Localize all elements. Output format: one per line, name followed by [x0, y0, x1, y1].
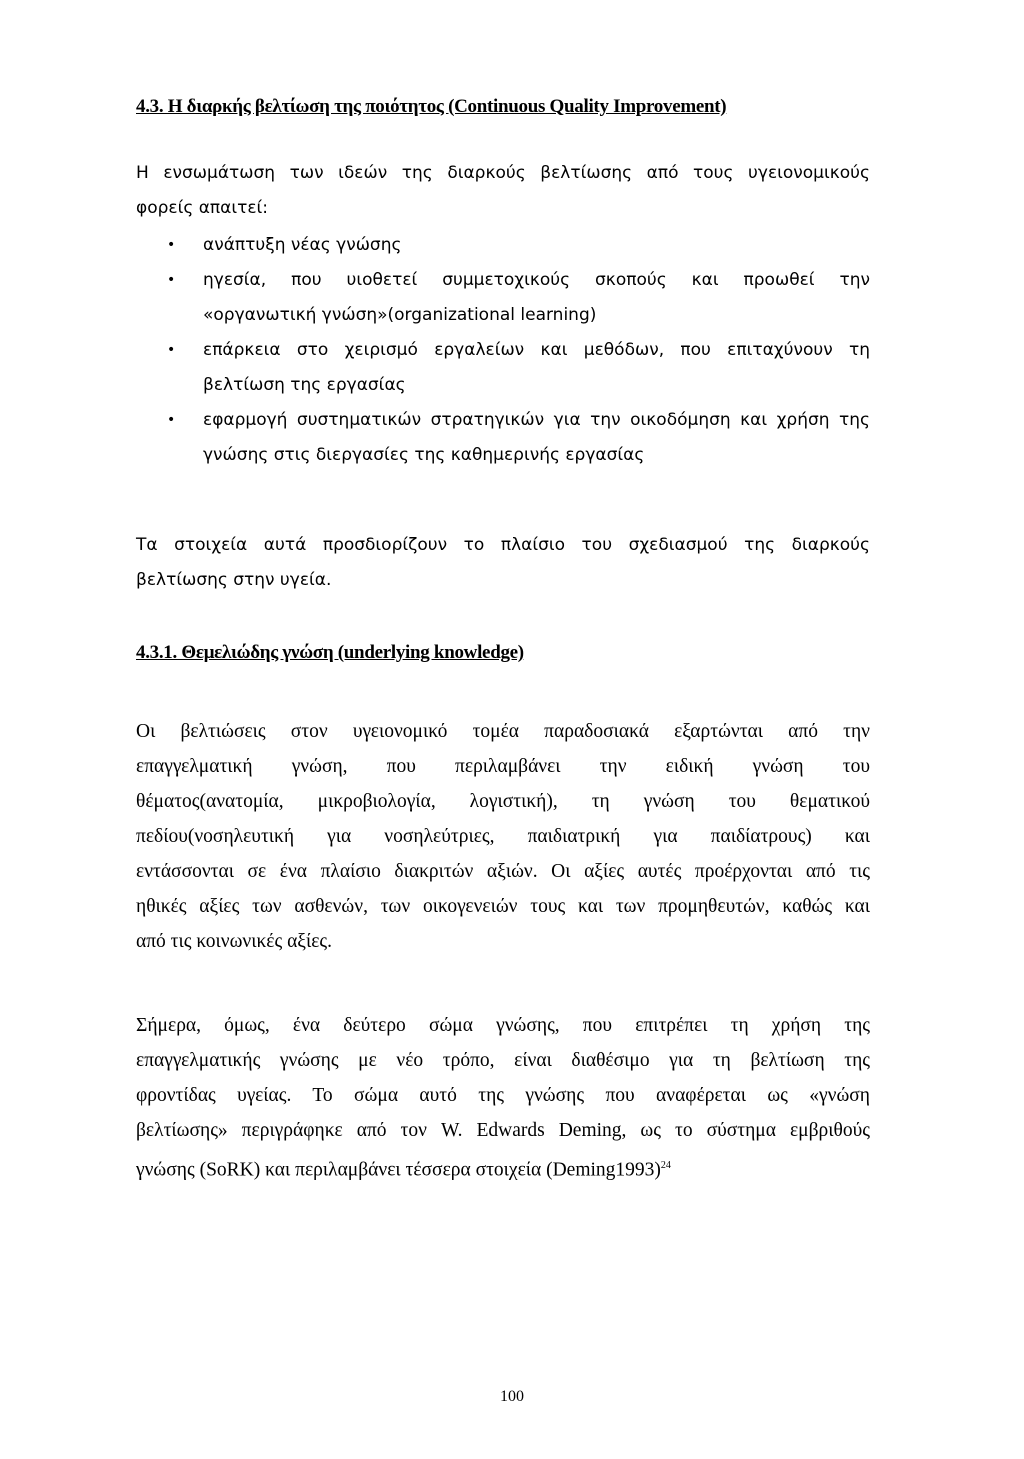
requirements-list: [167, 228, 870, 473]
paragraph-line: γνώσης (SoRK) και περιλαμβάνει τέσσερα στοιχεία (Deming1993): [136, 1159, 661, 1181]
paragraph-line: επαγγελματικής γνώσης με νέο τρόπο, είναι διαθέσιμο για τη βελτίωση της: [136, 1050, 870, 1071]
bullet-marker: •: [167, 237, 176, 253]
paragraph-line: εντάσσονται σε ένα πλαίσιο διακριτών αξιών. Οι αξίες αυτές προέρχονται από τις: [136, 861, 870, 882]
list-item-line: «οργανωτική γνώση»(organizational learning): [203, 305, 597, 325]
paragraph-line: φροντίδας υγείας. Το σώμα αυτό της γνώσης που αναφέρεται ως «γνώση: [136, 1085, 870, 1106]
paragraph-line: θέματος(ανατομία, μικροβιολογία, λογιστική), τη γνώση του θεματικού: [136, 791, 870, 812]
list-item-line: ηγεσία, που υιοθετεί συμμετοχικούς σκοπούς και προωθεί την: [203, 270, 870, 290]
list-item-line: γνώσης στις διεργασίες της καθημερινής εργασίας: [203, 445, 645, 465]
intro-line-2: φορείς απαιτεί:: [136, 198, 269, 218]
paragraph-line: Σήμερα, όμως, ένα δεύτερο σώμα γνώσης, που επιτρέπει τη χρήση της: [136, 1015, 870, 1036]
summary-line-1: Τα στοιχεία αυτά προσδιορίζουν το πλαίσιο του σχεδιασμού της διαρκούς: [136, 535, 870, 555]
bullet-marker: •: [167, 412, 176, 428]
summary-line-2: βελτίωσης στην υγεία.: [136, 570, 332, 590]
paragraph-line: πεδίου(νοσηλευτική για νοσηλεύτριες, παιδιατρική για παιδίατρους) και: [136, 826, 870, 847]
section-heading: 4.3. Η διαρκής βελτίωση της ποιότητος (Continuous Quality Improvement): [136, 96, 727, 117]
summary-paragraph: [136, 528, 870, 598]
subsection-heading: 4.3.1. Θεμελιώδης γνώση (underlying knowledge): [136, 642, 524, 663]
list-item: [167, 228, 870, 263]
paragraph-2: [136, 1008, 870, 1183]
paragraph-line: επαγγελματική γνώση, που περιλαμβάνει την ειδική γνώση του: [136, 756, 870, 777]
list-item: [167, 333, 870, 403]
list-item: [167, 263, 870, 333]
intro-line-1: Η ενσωμάτωση των ιδεών της διαρκούς βελτίωσης από τους υγειονομικούς: [136, 163, 870, 183]
paragraph-line: από τις κοινωνικές αξίες.: [136, 931, 333, 952]
paragraph-1: [136, 714, 870, 959]
page-number: 100: [500, 1388, 524, 1405]
paragraph-line: βελτίωσης» περιγράφηκε από τον W. Edwards Deming, ως το σύστημα εμβριθούς: [136, 1120, 870, 1141]
paragraph-last-line: [136, 1148, 870, 1183]
list-item-line: εφαρμογή συστηματικών στρατηγικών για την οικοδόμηση και χρήση της: [203, 410, 870, 430]
footnote-marker: 24: [660, 1160, 671, 1171]
list-item-line: επάρκεια στο χειρισμό εργαλείων και μεθόδων, που επιταχύνουν τη: [203, 340, 870, 360]
paragraph-line: ηθικές αξίες των ασθενών, των οικογενειών τους και των προμηθευτών, καθώς και: [136, 896, 870, 917]
list-item-line: ανάπτυξη νέας γνώσης: [203, 235, 402, 255]
list-item: [167, 403, 870, 473]
list-item-line: βελτίωση της εργασίας: [203, 375, 406, 395]
paragraph-line: Οι βελτιώσεις στον υγειονομικό τομέα παραδοσιακά εξαρτώνται από την: [136, 721, 870, 742]
bullet-marker: •: [167, 272, 176, 288]
bullet-marker: •: [167, 342, 176, 358]
intro-paragraph: [136, 156, 870, 226]
